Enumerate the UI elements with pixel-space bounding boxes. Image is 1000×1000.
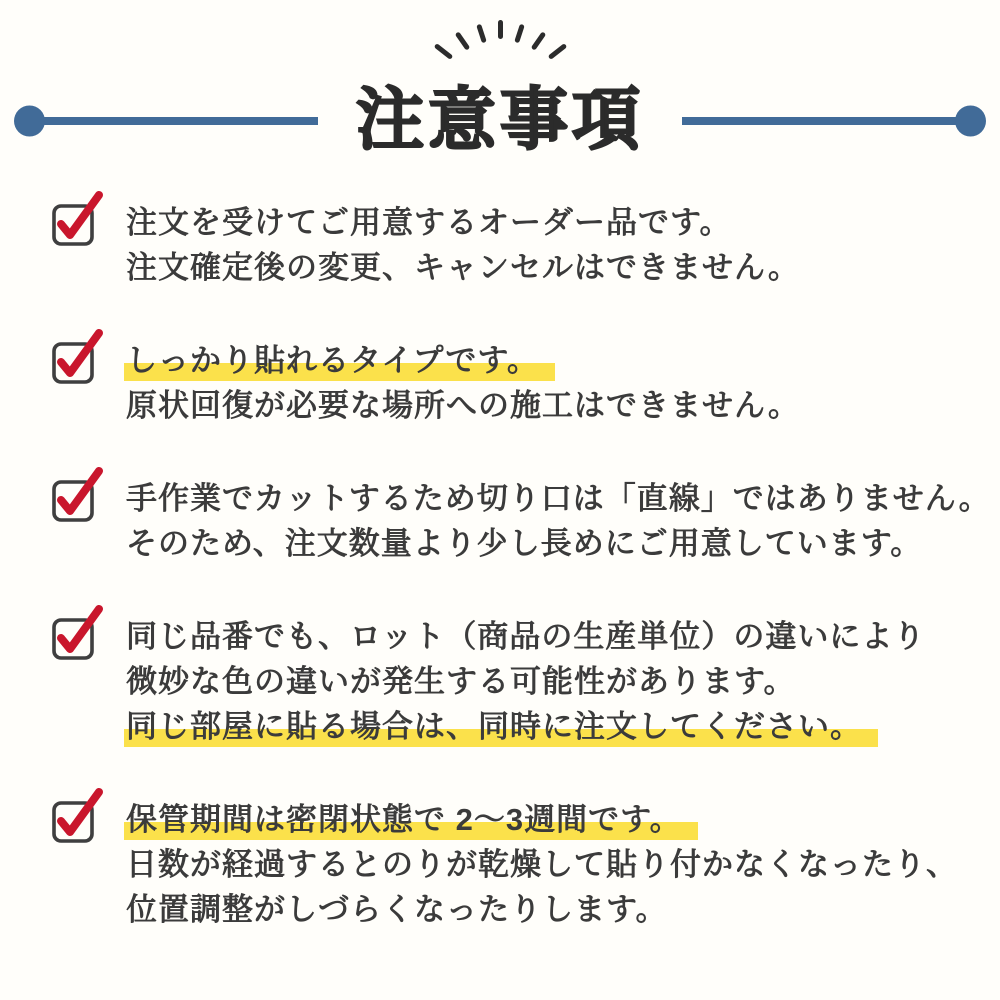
list-item <box>50 797 970 932</box>
page-title: 注意事項 <box>356 82 645 158</box>
item-line-highlighted: 同じ部屋に貼る場合は、同時に注文してください。 <box>126 704 970 749</box>
item-line: 日数が経過するとのりが乾燥して貼り付かなくなったり、 <box>126 847 958 882</box>
item-line: 注文を受けてご用意するオーダー品です。 <box>126 205 732 240</box>
list-item <box>50 338 970 428</box>
checkbox-checked-icon <box>50 193 104 247</box>
item-text <box>126 476 991 566</box>
item-text <box>126 797 970 932</box>
header <box>0 0 1000 158</box>
item-line-highlighted: 保管期間は密閉状態で 2～3週間です。 <box>126 797 970 842</box>
left-rule <box>20 117 318 125</box>
checkbox-checked-icon <box>50 790 104 844</box>
item-text <box>126 200 970 290</box>
item-line: 同じ品番でも、ロット（商品の生産単位）の違いにより <box>126 619 926 654</box>
right-rule <box>682 117 980 125</box>
item-line: 手作業でカットするため切り口は「直線」ではありません。 <box>126 481 991 516</box>
item-line: 注文確定後の変更、キャンセルはできません。 <box>126 250 800 285</box>
checkbox-checked-icon <box>50 607 104 661</box>
item-text <box>126 614 970 749</box>
item-line: そのため、注文数量より少し長めにご用意しています。 <box>126 526 923 561</box>
left-rule-dot-icon <box>14 106 45 137</box>
list-item <box>50 200 970 290</box>
item-line: 位置調整がしづらくなったりします。 <box>126 892 668 927</box>
emphasis-rays-icon <box>0 20 1000 78</box>
checkbox-checked-icon <box>50 331 104 385</box>
item-text <box>126 338 970 428</box>
notice-list <box>50 200 991 932</box>
item-line-highlighted: しっかり貼れるタイプです。 <box>126 338 970 383</box>
title-row <box>0 82 1000 158</box>
right-rule-dot-icon <box>955 106 986 137</box>
checkbox-checked-icon <box>50 469 104 523</box>
item-line: 原状回復が必要な場所への施工はできません。 <box>126 388 800 423</box>
list-item <box>50 476 991 566</box>
item-line: 微妙な色の違いが発生する可能性があります。 <box>126 664 796 699</box>
list-item <box>50 614 970 749</box>
